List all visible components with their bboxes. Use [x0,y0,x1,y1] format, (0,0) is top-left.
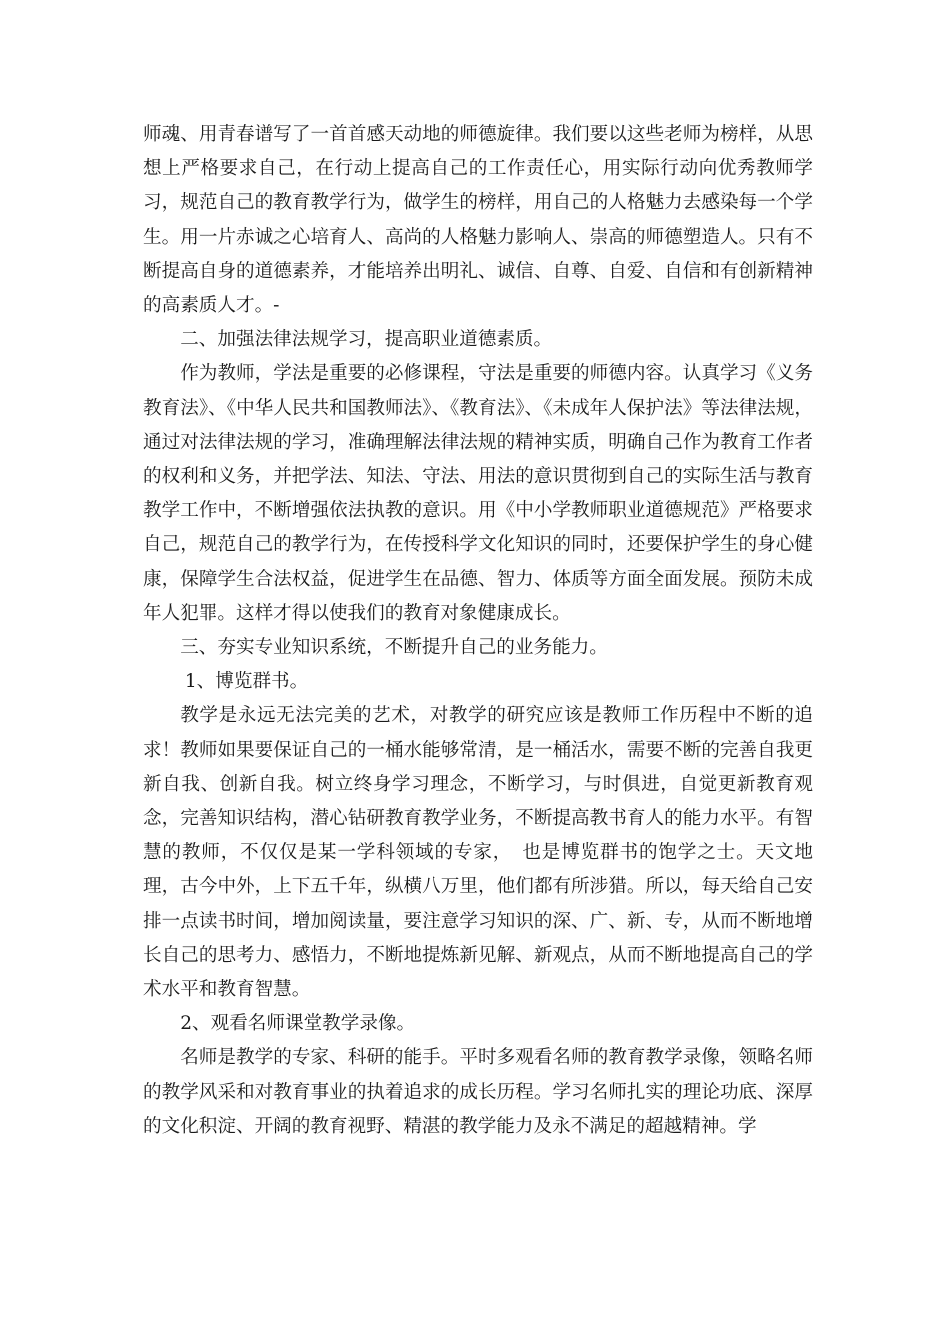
paragraph-law-study: 作为教师，学法是重要的必修课程，守法是重要的师德内容。认真学习《义务教育法》、《中华人民共和国教师法》、《教育法》、《未成年人保护法》等法律法规，通过对法律法规的学习，准确理解法律法规的精神实质，明确自己作为教育工作者的权利和义务，并把学法、知法、守法、用法的意识贯彻到自己的实际生活与教育教学工作中，不断增强依法执教的意识。用《中小学教师职业道德规范》严格要求自己，规范自己的教学行为，在传授科学文化知识的同时，还要保护学生的身心健康，保障学生合法权益，促进学生在品德、智力、体质等方面全面发展。预防未成年人犯罪。这样才得以使我们的教育对象健康成长。 [143,363,813,624]
heading-section-two: 二、加强法律法规学习，提高职业道德素质。 [180,329,553,351]
subheading-watch-master-teachers: 2、观看名师课堂教学录像。 [180,1013,416,1035]
paragraph-master-teachers: 名师是教学的专家、科研的能手。平时多观看名师的教育教学录像，领略名师的教学风采和对教育事业的执着追求的成长历程。学习名师扎实的理论功底、深厚的文化积淀、开阔的教育视野、精湛的教学能力及永不满足的超越精神。学 [143,1047,813,1137]
document-body [143,118,813,1144]
subheading-read-widely: 1、博览群书。 [184,671,309,693]
heading-section-three: 三、夯实专业知识系统，不断提升自己的业务能力。 [180,637,608,659]
paragraph-read-widely: 教学是永远无法完美的艺术，对教学的研究应该是教师工作历程中不断的追求！教师如果要保证自己的一桶水能够常清，是一桶活水，需要不断的完善自我更新自我、创新自我。树立终身学习理念，不断学习，与时俱进，自觉更新教育观念，完善知识结构，潜心钻研教育教学业务，不断提高教书育人的能力水平。有智慧的教师，不仅仅是某一学科领域的专家， 也是博览群书的饱学之士。天文地理，古今中外，上下五千年，纵横八万里，他们都有所涉猎。所以，每天给自己安排一点读书时间，增加阅读量，要注意学习知识的深、广、新、专，从而不断地增长自己的思考力、感悟力，不断地提炼新见解、新观点，从而不断地提高自己的学术水平和教育智慧。 [143,705,813,1001]
paragraph-intro-continuation: 师魂、用青春谱写了一首首感天动地的师德旋律。我们要以这些老师为榜样，从思想上严格要求自己，在行动上提高自己的工作责任心，用实际行动向优秀教师学习，规范自己的教育教学行为，做学生的榜样，用自己的人格魅力去感染每一个学生。用一片赤诚之心培育人、高尚的人格魅力影响人、崇高的师德塑造人。只有不断提高自身的道德素养，才能培养出明礼、诚信、自尊、自爱、自信和有创新精神的高素质人才。- [143,124,813,317]
